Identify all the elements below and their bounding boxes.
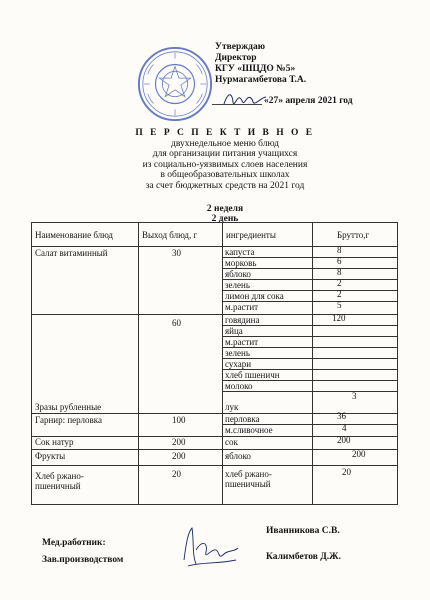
column-divider [222,223,223,504]
column-divider [312,223,313,504]
med-worker-label: Мед.работник: [42,538,106,548]
row-divider [32,465,397,466]
ingredient-name: сок [225,437,238,447]
ingredient-brutto: 4 [342,423,347,433]
ingredient-name: зелень [225,348,250,358]
column-divider [138,223,139,504]
row-divider [222,325,397,326]
ingredient-name: хлеб ржано-пшеничный [225,469,272,489]
ingredient-brutto: 6 [337,256,342,266]
approval-director-name: Нурмагамбетова Т.А. [215,75,307,85]
dish-output: 30 [172,248,181,258]
title-line: из социально-уязвимых слоев населения [142,159,308,170]
approval-date: «27» апреля 2021 год [264,96,353,106]
title-main: П Е Р С П Е К Т И В Н О Е [135,128,315,138]
ingredient-name: яйца [225,326,243,336]
ingredient-name: зелень [225,280,250,290]
menu-table [31,222,398,505]
production-head-name: Калимбетов Д.Ж. [266,552,341,562]
column-header-dish: Наименование блюд [35,229,114,240]
week-day-heading [60,204,390,224]
column-header-output: Выход блюд, г [142,229,198,240]
approval-block [215,42,306,86]
ingredient-brutto: 5 [337,300,342,310]
ingredient-name: хлеб пшеничн [225,370,280,380]
dish-name: Гарнир: перловка [35,415,103,425]
ingredient-name: лук [225,402,239,412]
column-header-ingredients: ингредиенты [226,229,276,240]
ingredient-brutto: 200 [352,449,366,459]
ingredient-name: говядина [225,315,260,325]
ingredient-name: м.растит [225,337,259,347]
dish-name: Хлеб ржано-пшеничный [35,471,84,491]
title-line: за счет бюджетных средств на 2021 год [145,180,305,191]
ingredient-name: м.растит [225,302,259,312]
title-line: для организации питания учащихся [152,149,298,159]
ingredient-name: морковь [225,258,257,268]
title-line: в общеобразовательных школах [160,170,290,180]
production-head-label: Зав.производством [42,555,124,565]
dish-output: 200 [172,451,186,461]
dish-output: 200 [172,437,186,447]
approval-position: Директор [215,53,257,63]
row-divider [32,449,397,450]
title-line: двухнедельное меню блюд [171,138,279,149]
ingredient-name: молоко [225,381,253,391]
approval-organization: КГУ «ШЦДО №5» [215,64,296,74]
dish-output: 100 [172,415,186,425]
ingredient-brutto: 200 [337,435,351,445]
document-title [60,128,390,191]
dish-output: 60 [172,318,181,328]
ingredient-name: перловка [225,414,260,424]
approval-line: Утверждаю [215,42,265,52]
official-seal-icon [136,45,214,123]
ingredient-brutto: 8 [337,267,342,277]
row-divider [222,391,397,392]
ingredient-name: яблоко [225,451,251,461]
ingredient-brutto: 2 [337,278,342,288]
ingredient-brutto: 3 [352,391,357,401]
ingredient-name: м.сливочное [225,425,273,435]
day-label: 2 день [211,214,239,224]
med-worker-name: Иванникова С.В. [266,526,340,536]
director-signature-icon [222,88,268,110]
ingredient-brutto: 20 [342,467,351,477]
ingredient-brutto: 36 [337,411,346,421]
ingredient-brutto: 2 [337,289,342,299]
dish-name: Сок натур [35,437,74,447]
dish-output: 20 [172,469,181,479]
production-head-signature-icon [178,520,242,572]
ingredient-name: капуста [225,247,255,257]
week-label: 2 неделя [206,204,244,214]
ingredient-brutto: 8 [337,245,342,255]
ingredient-name: лимон для сока [225,291,284,301]
ingredient-brutto: 120 [332,313,346,323]
dish-name: Фрукты [35,451,66,461]
dish-name: Салат витаминный [35,248,108,258]
signature-line [212,104,262,105]
ingredient-name: сухари [225,359,252,369]
column-header-brutto: Брутто,г [337,229,370,240]
row-divider [32,246,397,247]
dish-name: Зразы рубленные [35,402,102,412]
ingredient-name: яблоко [225,269,251,279]
